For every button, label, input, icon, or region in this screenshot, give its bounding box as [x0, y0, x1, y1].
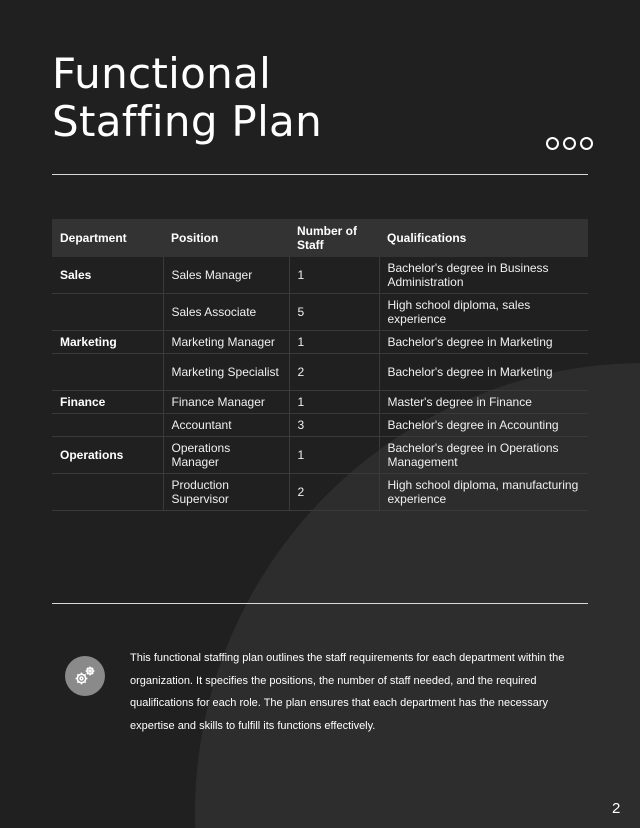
- table-header-row: [52, 219, 588, 257]
- cell-qualifications: Bachelor's degree in Marketing: [379, 354, 588, 391]
- cell-department: [52, 474, 163, 511]
- cell-staff: 3: [289, 414, 379, 437]
- dot-3: [580, 137, 593, 150]
- cell-department: [52, 294, 163, 331]
- cell-qualifications: Bachelor's degree in Accounting: [379, 414, 588, 437]
- dot-2: [563, 137, 576, 150]
- cell-department: Sales: [52, 257, 163, 294]
- header-department: Department: [60, 231, 127, 245]
- cell-department: [52, 414, 163, 437]
- header-staff: Number of Staff: [297, 224, 357, 252]
- cell-position: Finance Manager: [163, 391, 289, 414]
- cell-position: Marketing Specialist: [163, 354, 289, 391]
- cell-position: Sales Manager: [163, 257, 289, 294]
- cell-staff: 5: [289, 294, 379, 331]
- cell-staff: 1: [289, 257, 379, 294]
- page-number: 2: [612, 800, 621, 817]
- table-row: [52, 414, 588, 437]
- top-divider: [52, 174, 588, 175]
- header-position: Position: [171, 231, 219, 245]
- cell-staff: 2: [289, 354, 379, 391]
- bottom-divider: [52, 603, 588, 604]
- cell-department: Operations: [52, 437, 163, 474]
- cell-qualifications: Bachelor's degree in Business Administration: [379, 257, 588, 294]
- cell-staff: 2: [289, 474, 379, 511]
- table-row: [52, 391, 588, 414]
- table-row: [52, 437, 588, 474]
- cell-position: Production Supervisor: [163, 474, 289, 511]
- title-line-1: Functional: [52, 49, 272, 98]
- cell-qualifications: Master's degree in Finance: [379, 391, 588, 414]
- more-dots-icon: [546, 137, 593, 150]
- cell-staff: 1: [289, 331, 379, 354]
- table-row: [52, 257, 588, 294]
- cell-position: Sales Associate: [163, 294, 289, 331]
- staffing-table: [52, 219, 588, 511]
- cell-qualifications: Bachelor's degree in Operations Management: [379, 437, 588, 474]
- cell-department: Marketing: [52, 331, 163, 354]
- cell-position: Operations Manager: [163, 437, 289, 474]
- title-line-2: Staffing Plan: [52, 97, 322, 146]
- cell-qualifications: Bachelor's degree in Marketing: [379, 331, 588, 354]
- dot-1: [546, 137, 559, 150]
- table-row: [52, 331, 588, 354]
- table-row: [52, 354, 588, 391]
- gears-icon-graphic: [72, 663, 98, 689]
- cell-staff: 1: [289, 437, 379, 474]
- gears-icon: [65, 656, 105, 696]
- cell-qualifications: High school diploma, sales experience: [379, 294, 588, 331]
- cell-department: Finance: [52, 391, 163, 414]
- description-text: This functional staffing plan outlines the staff requirements for each department within the organization. It specifies the positions, the number of staff needed, and the required qualifications for each role. The plan ensures that each department has the necessary expertise and skills to fulfill its functions effectively.: [130, 652, 565, 732]
- page-title: [52, 50, 322, 146]
- cell-position: Accountant: [163, 414, 289, 437]
- cell-qualifications: High school diploma, manufacturing experience: [379, 474, 588, 511]
- cell-department: [52, 354, 163, 391]
- table-row: [52, 294, 588, 331]
- cell-staff: 1: [289, 391, 379, 414]
- header-qualifications: Qualifications: [387, 231, 467, 245]
- table-row: [52, 474, 588, 511]
- cell-position: Marketing Manager: [163, 331, 289, 354]
